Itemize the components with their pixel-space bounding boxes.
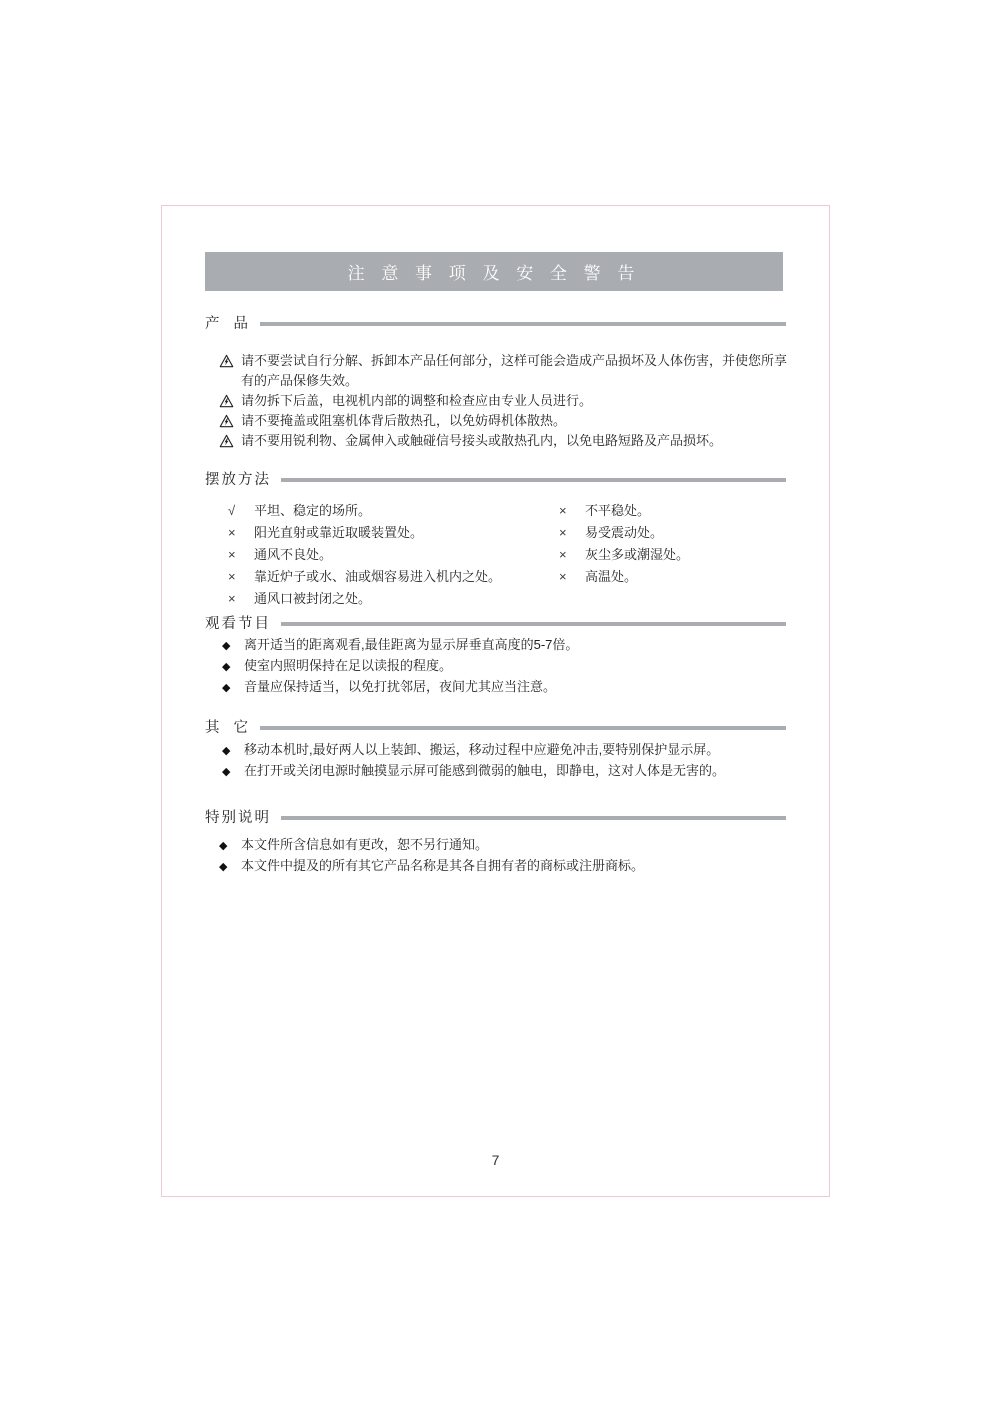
diamond-bullet-icon: ◆ (219, 861, 228, 873)
section-other-items (205, 740, 789, 782)
diamond-bullet-icon: ◆ (222, 661, 231, 673)
section-rule (260, 322, 786, 326)
section-product-heading: 产 品 (205, 316, 251, 332)
list-item (228, 500, 559, 522)
list-item-text: 请不要掩盖或阻塞机体背后散热孔，以免妨碍机体散热。 (241, 413, 567, 428)
diamond-bullet-icon: ◆ (222, 640, 231, 652)
list-item-text: 移动本机时,最好两人以上装卸、搬运，移动过程中应避免冲击,要特别保护显示屏。 (244, 742, 720, 757)
diamond-bullet-icon: ◆ (222, 682, 231, 694)
section-viewing-items (205, 635, 789, 698)
list-item-text: 请不要尝试自行分解、拆卸本产品任何部分，这样可能会造成产品损坏及人体伤害，并使您所享有的产品保修失效。 (241, 353, 788, 388)
cross-mark-icon: × (559, 569, 567, 584)
list-item (559, 566, 689, 588)
cross-mark-icon: × (228, 569, 236, 584)
placement-left-column (205, 500, 559, 610)
manual-page (161, 205, 830, 1197)
check-mark-icon: √ (228, 503, 236, 518)
list-item-text: 音量应保持适当，以免打扰邻居，夜间尤其应当注意。 (244, 679, 557, 694)
section-rule (281, 622, 786, 626)
list-item (205, 835, 789, 856)
list-item-text: 请不要用锐利物、金属伸入或触碰信号接头或散热孔内，以免电路短路及产品损坏。 (241, 433, 723, 448)
list-item (228, 566, 559, 588)
list-item-text: 通风口被封闭之处。 (254, 591, 372, 606)
list-item-text: 易受震动处。 (585, 525, 664, 540)
list-item (205, 411, 789, 431)
section-special-heading: 特别说明 (205, 810, 271, 826)
section-special-header (205, 806, 786, 827)
list-item (205, 351, 789, 391)
section-rule (260, 726, 786, 730)
placement-right-column (559, 500, 689, 610)
section-viewing-header (205, 612, 786, 633)
list-item-text: 离开适当的距离观看,最佳距离为显示屏垂直高度的5-7倍。 (244, 637, 579, 652)
warning-triangle-icon (219, 354, 235, 368)
section-placement-header (205, 468, 786, 489)
list-item (205, 431, 789, 451)
list-item (559, 500, 689, 522)
list-item (559, 522, 689, 544)
list-item (228, 588, 559, 610)
diamond-bullet-icon: ◆ (222, 766, 231, 778)
section-product-items (205, 351, 789, 451)
list-item (205, 677, 789, 698)
list-item-text: 本文件中提及的所有其它产品名称是其各自拥有者的商标或注册商标。 (241, 858, 645, 873)
section-placement-items (205, 500, 789, 610)
cross-mark-icon: × (228, 525, 236, 540)
cross-mark-icon: × (559, 525, 567, 540)
list-item (205, 635, 789, 656)
warning-triangle-icon (219, 414, 235, 428)
warning-triangle-icon (219, 434, 235, 448)
list-item-text: 使室内照明保持在足以读报的程度。 (244, 658, 453, 673)
section-placement-heading: 摆放方法 (205, 472, 271, 488)
section-viewing-heading: 观看节目 (205, 616, 271, 632)
list-item (205, 761, 789, 782)
section-other-header (205, 716, 786, 737)
list-item-text: 请勿拆下后盖，电视机内部的调整和检查应由专业人员进行。 (241, 393, 593, 408)
list-item-text: 平坦、稳定的场所。 (254, 503, 372, 518)
list-item-text: 灰尘多或潮湿处。 (585, 547, 690, 562)
cross-mark-icon: × (559, 503, 567, 518)
page-number: 7 (491, 1152, 500, 1168)
list-item (205, 856, 789, 877)
section-rule (281, 478, 786, 482)
section-other-heading: 其 它 (205, 720, 251, 736)
section-rule (281, 816, 786, 820)
list-item (228, 544, 559, 566)
cross-mark-icon: × (228, 591, 236, 606)
list-item (228, 522, 559, 544)
list-item-text: 在打开或关闭电源时触摸显示屏可能感到微弱的触电，即静电，这对人体是无害的。 (244, 763, 726, 778)
cross-mark-icon: × (228, 547, 236, 562)
list-item (205, 391, 789, 411)
list-item-text: 阳光直射或靠近取暖装置处。 (254, 525, 424, 540)
list-item-text: 本文件所含信息如有更改，恕不另行通知。 (241, 837, 489, 852)
diamond-bullet-icon: ◆ (222, 745, 231, 757)
list-item-text: 靠近炉子或水、油或烟容易进入机内之处。 (254, 569, 502, 584)
warning-triangle-icon (219, 394, 235, 408)
cross-mark-icon: × (559, 547, 567, 562)
list-item (559, 544, 689, 566)
list-item (205, 740, 789, 761)
page-title: 注 意 事 项 及 安 全 警 告 (205, 252, 783, 291)
list-item (205, 656, 789, 677)
section-special-items (205, 835, 789, 877)
list-item-text: 不平稳处。 (585, 503, 651, 518)
list-item-text: 通风不良处。 (254, 547, 333, 562)
list-item-text: 高温处。 (585, 569, 638, 584)
diamond-bullet-icon: ◆ (219, 840, 228, 852)
section-product-header (205, 312, 786, 333)
